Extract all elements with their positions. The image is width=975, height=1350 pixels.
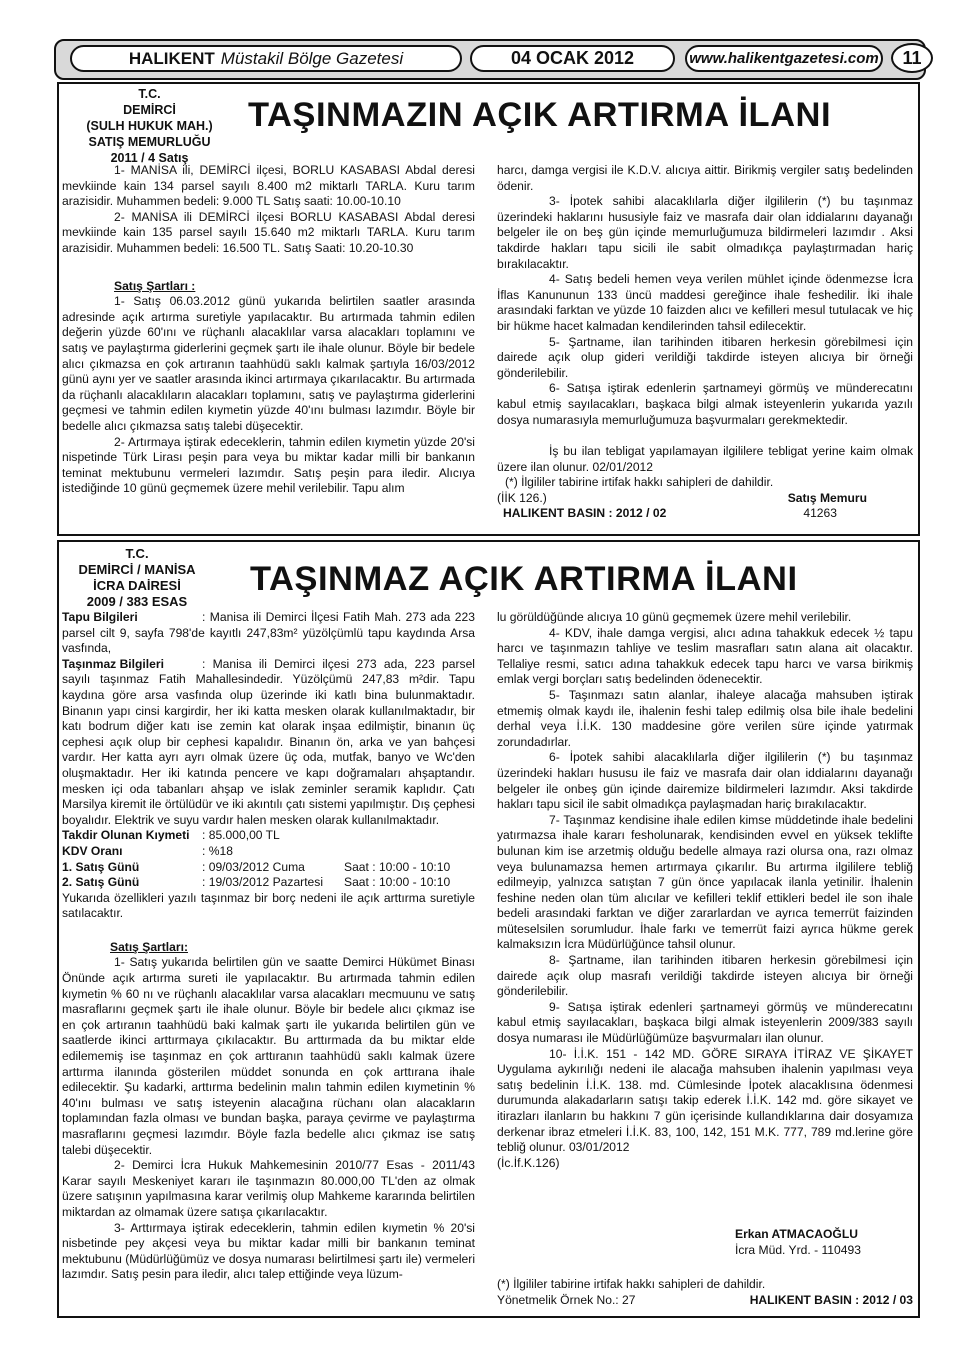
notice-1-title: TAŞINMAZIN AÇIK ARTIRMA İLANI bbox=[248, 96, 832, 134]
footnote: (*) İlgililer tabirine irtifak hakkı sahipleri de dahildir. bbox=[505, 475, 774, 490]
sale-day-2-label: 2. Satış Günü bbox=[62, 875, 140, 890]
paper-name bbox=[70, 45, 462, 72]
notice-2-right-column bbox=[497, 610, 913, 1171]
condition-2-continued: harcı, damga vergisi ile K.D.V. alıcıya aittir. Birikmiş vergiler satış bedelinden ödenir. bbox=[497, 163, 913, 193]
website-link[interactable]: www.halikentgazetesi.com bbox=[685, 45, 883, 72]
condition-6: 6- İpotek sahibi alacaklılarla diğer ilgililerin (*) bu taşınmaz üzerindeki hakları hususu ile faiz ve masrafa dair olan iddialarını dayanağı belgeler ile onbeş gün içinde dairemize bildirmeleri lazımdır. Aksi takdirde hakları tapu sicil ile sabit olmadıkça paylaşmadan hariç bırakılacaktır. bbox=[497, 750, 913, 812]
tasinmaz-value: : Manisa ili Demirci ilçesi 273 ada, 223 parsel sayılı taşınmaz Fatih Mahallesindedir. Yüzölçümü 247,83 m²dir. Tapu kaydına göre arsa vasfında olup üzerinde iki katlı bina bulunmaktadır. Binanın yapı cinsi kargirdir, her iki katta mesken olarak kullanılmaktadır, bir katı bodrum diğer katı ise zemin kat olarak inşaa edilmiştir, binanın üç cephesi açık olup bir cephesi kapalıdır. Binanın ön, arka ve yan bahçesi vardır. Her katta ayrı ayrı olmak üzere üç oda, mutfak, banyo ve Wc'den oluşmaktadır. Her iki katında pencere ve kapı doğramaları ahşaptandır. mesken içi oda tabanları ahşap ve islak zeminler seramik kaplıdır. Çatı Marsilya kiremit ile örtülüdür ve iki akıntılı çatı sistemi yapılmıştır. Dış çephesi boyalıdır. Elektrik ve suyu vardır halen mesken olarak kullanılmaktadır. bbox=[62, 656, 475, 827]
notification-text: İş bu ilan tebligat yapılamayan ilgililere tebligat yerine kaim olmak üzere ilan olunur. 02/01/2012 bbox=[497, 444, 913, 474]
takdir-value: : 85.000,00 TL bbox=[202, 828, 280, 843]
iik-reference: (İİK 126.) bbox=[497, 490, 547, 505]
notice-2-signature bbox=[735, 1227, 915, 1258]
sale-day-1-value: : 09/03/2012 Cuma bbox=[202, 859, 305, 874]
condition-6: 6- Satışa iştirak edenlerin şartnameyi görmüş ve münderecatını kabul etmiş sayılacakları, başkaca bilgi almak isteyenlerin yukarıda yazılı dosya numarasıyla memurluğumuza başvurmaları gerekmektedir. bbox=[497, 381, 913, 427]
sale-day-1-time: Saat : 10:00 - 10:10 bbox=[344, 859, 451, 874]
notice-2-footer bbox=[497, 1277, 913, 1308]
notice-2-left-column bbox=[62, 610, 475, 1283]
condition-8: 8- Şartname, ilan tarihinden itibaren herkesin görebilmesi için dairede açık olup masrafı verildiği takdirde isteyen alıcıya bir örneği gönderilebilir. bbox=[497, 953, 913, 999]
org-line: 2011 / 4 Satış bbox=[110, 151, 189, 165]
condition-4: 4- Satış bedeli hemen veya verilen mühlet içinde ödenmezse İcra İflas Kanununun 133 üncü maddesi gereğince ihale feshedilir. İki ihale arasındaki farktan ve yüzde 10 faizden alıcı ve kefilleri mesul tutulacak ve hiç bir hükme hacet kalmadan kendilerinden tahsil edilecektir. bbox=[497, 272, 913, 333]
condition-3-continued: lu görüldüğünde alıcıya 10 günü geçmemek üzere mehil verilebilir. bbox=[497, 610, 852, 624]
org-line: T.C. bbox=[138, 87, 161, 101]
conditions-heading: Satış Şartları: bbox=[110, 939, 188, 954]
item-2: 2- MANİSA ili DEMİRCİ ilçesi BORLU KASABASI Abdal deresi mevkiinde kain 135 parsel sayılı 15.640 m2 miktarlı TARLA. Kuru tarım arazisidir. Muhammen bedeli: 16.500 TL. Satış Saati: 10.20-10.30 bbox=[62, 209, 475, 255]
signer-name: Erkan ATMACAOĞLU bbox=[735, 1227, 858, 1241]
notice-1-right-column bbox=[497, 163, 913, 522]
org-line: SATIŞ MEMURLUĞU bbox=[88, 135, 211, 149]
tasinmaz-label: Taşınmaz Bilgileri bbox=[62, 656, 164, 671]
condition-1: 1- Satış 06.03.2012 günü yukarıda belirtilen saatler arasında adresinde açık artırma suretiyle yapılacaktır. Bu artırmada tahmin edilen değerin yüzde 60'ını ve rüçhanlı alacaklılar varsa alacakları toplamını ve satış ve paylaştırma giderlerini geçmek şartı ile ihale olunur. Böyle bir bedele alıcı çıkmazsa en çok artıranın taahhüdü saklı kalmak şartıyla 16/03/2012 günü aynı yer ve saatler arasında ikinci artırmaya çıkarılacaktır. Bu artırmada da rüçhanlı alacaklıların alacakları toplamını, satış ve paylaştırma giderlerini geçmesi ve tahmin edilen kıymetin yüzde 40'ını bulması lazımdır. Böyle bir bedelle alıcı çıkmazsa satış talebi düşecektir. bbox=[62, 294, 475, 433]
notice-2-org-block bbox=[62, 546, 212, 610]
org-line: İCRA DAİRESİ bbox=[93, 578, 181, 593]
takdir-label: Takdir Olunan Kıymeti bbox=[62, 828, 190, 843]
condition-2: 2- Artırmaya iştirak edeceklerin, tahmin edilen kıymetin yüzde 20'si nispetinde Türk Lirası peşin para veya bu miktar kadar milli bir bankanın teminat mektubunu vermeleri lazımdır. Satış peşin para iledir. Alıcıya istediğinde 10 günü geçmemek üzere mehil verilebilir. Tapu alım bbox=[62, 434, 475, 496]
press-code: HALIKENT BASIN : 2012 / 02 bbox=[503, 506, 667, 521]
sale-day-1-label: 1. Satış Günü bbox=[62, 859, 140, 874]
footnote: (*) İlgililer tabirine irtifak hakkı sahipleri de dahildir. bbox=[497, 1277, 766, 1291]
org-line: DEMİRCİ bbox=[123, 103, 176, 117]
org-line: T.C. bbox=[125, 546, 149, 561]
condition-7: 7- Taşınmaz kendisine ihale edilen kimse müddetinde ihale bedelini yatırmazsa ihale kararı fesholunarak, kendisinden evvel en yüksek teklifte bulunan kim ise arzetmiş olduğu bedelle almaya razi olursa ona, razı olmaz veya bulunamazsa hemen artırmaya çıkarılır. Bu artırma ilgililere tebliğ edilmeyip, yalnızca satıştan 7 gün önce yapılacak ilanla yetinilir. İhalenin feshine neden olan tüm alıcılar ve kefilleri teklif ettikleri bedel ile son ihale bedeli arasındaki farktan ve diğer zararlardan ve ayrıca temerrüt faizinden müteselsilen sorumludur. İhale farkı ve temerrüt faizi ayrıca hükme gerek kalmaksızın İcra Müdürlüğünce tahsil olunur. bbox=[497, 812, 913, 952]
notice-1-org-block bbox=[62, 86, 237, 166]
newspaper-header bbox=[54, 39, 926, 80]
paper-name-bold: HALIKENT bbox=[128, 48, 215, 68]
condition-2: 2- Demirci İcra Hukuk Mahkemesinin 2010/77 Esas - 2011/43 Karar sayılı Meskeniyet kararı ile taşınmazın 80.000,00 TL'den az olmak üzere satışının yapılmasına karar verilmiş olup Mahkeme kararında belirtilen miktardan az olmamak üzere satışa çıkarılacaktır. bbox=[62, 1158, 475, 1219]
condition-10-reference: (İc.İf.K.126) bbox=[497, 1155, 560, 1170]
condition-5: 5- Taşınmazı satın alanlar, ihaleye alacağa mahsuben iştirak etmemiş olmak kaydı ile, ihalenin feshi talep edilmiş olsa bile ihale bedelini derhal veya İ.İ.K. 130 maddesine göre verilen süre içinde yatırmak zorundadırlar. bbox=[497, 687, 913, 749]
issue-date: 04 OCAK 2012 bbox=[470, 45, 675, 72]
condition-3: 3- İpotek sahibi alacaklılarla diğer ilgililerin (*) bu taşınmaz üzerindeki haklarını hususiyle faiz ve masrafa dair olan iddialarını dayanağı belgeler ile on beş gün içinde memurluğumuza bildirmeleri lazımdır . Aksi takdirde hakları tapu sicili ile sabit olmadıkça paylaştırmadan hariç bırakılacaktır. bbox=[497, 194, 913, 271]
tapu-value: : Manisa ili Demirci İlçesi Fatih Mah. 273 ada 223 parsel cilt 9, sayfa 798'de kayıtlı 247,83m² yüzölçümlü tapu kaydında Arsa vasfında, bbox=[62, 610, 475, 656]
condition-4: 4- KDV, ihale damga vergisi, alıcı adına tahakkuk edecek ½ tapu harcı ve taşınmazın tahliye ve teslim masrafları satın alana ait olacaktır. Tellaliye resmi, satıcı adına tahakkuk edecek tapu harcı ve varsa birikmiş emlak vergi borçları satış bedelinden ödenecektir. bbox=[497, 625, 913, 687]
sale-day-2-value: : 19/03/2012 Pazartesi bbox=[202, 875, 324, 890]
item-1: 1- MANİSA ili, DEMİRCİ ilçesi, BORLU KASABASI Abdal deresi mevkiinde kain 134 parsel sayılı 8.400 m2 miktarlı TARLA. Kuru tarım arazisidir. Muhammen bedeli: 9.000 TL Satış saati: 10.00-10.10 bbox=[62, 163, 475, 209]
tapu-label: Tapu Bilgileri bbox=[62, 610, 138, 624]
condition-1: 1- Satış yukarıda belirtilen gün ve saatte Demirci Hükümet Binası Önünde açık artırma sureti ile yapılacaktır. Bu artırmada tahmin edilen kıymetin % 60 nı ve rüçhanlı alacaklılar varsa alacakları mecmuunu ve satış masraflarını geçmek şartı ile ihale olunur. Böyle bir bedele alıcı çıkmaz ise en çok artıranın taahhüdü baki kalmak şartı ile yukarıda belirtilen gün ve saatlerde ikinci arttırmaya çıkılacaktır. Bu arttırmada da bu miktar elde edilememiş ise taşınmaz en çok arttıranın taahhüdü saklı kalmak üzere arttırma ilanında gösterilen müddet sonunda en çok arttırana ihale edilecektir. Şu kadarki, arttırma bedelinin malın tahmin edilen kıymetinin % 40'ını bulması ve satış isteyenin alacağına rüchanı olan alacakların toplamından fazla olması ve bundan başka, paraya çevirme ve paylaştırma masraflarını geçmesi lazımdır. Böyle fazla bedelle alıcı çıkmaz ise satış talebi düşecektir. bbox=[62, 955, 475, 1157]
org-line: DEMİRCİ / MANİSA bbox=[78, 562, 196, 577]
notice-number: 41263 bbox=[803, 506, 837, 521]
condition-10: 10- İ.İ.K. 151 - 142 MD. GÖRE SIRAYA İTİRAZ VE ŞİKAYET Uygulama aykırılığı nedeni ile alacağa mahsuben ihalenin yapılması veya satış bedelinin İ.İ.K. 138. md. Cümlesinde İpotek alacaklısına ödenmesi durumunda alakadarların satışı takip ederek İ.İ.K. 142 md. göre sikayet ve itirazları ilanların bu hakkını 7 gün içerisinde kullandıklarına dair dosyamıza derkenar ibraz etmeleri İ.İ.K. 83, 100, 142, 151 M.K. 777, 789 md.lerine göre tebliğ olunur. 03/01/2012 bbox=[497, 1046, 913, 1155]
sale-summary: Yukarıda özellikleri yazılı taşınmaz bir borç nedeni ile açık arttırma suretiyle satılacaktır. bbox=[62, 890, 475, 921]
press-code: HALIKENT BASIN : 2012 / 03 bbox=[749, 1292, 913, 1307]
org-line: (SULH HUKUK MAH.) bbox=[86, 119, 213, 133]
kdv-value: : %18 bbox=[202, 843, 233, 858]
form-number: Yönetmelik Örnek No.: 27 bbox=[497, 1292, 636, 1307]
kdv-label: KDV Oranı bbox=[62, 843, 123, 858]
signature-title: Satış Memuru bbox=[787, 490, 867, 505]
sale-day-2-time: Saat : 10:00 - 10:10 bbox=[344, 875, 451, 890]
paper-name-rest: Müstakil Bölge Gazetesi bbox=[220, 48, 404, 68]
notice-2-title: TAŞINMAZ AÇIK ARTIRMA İLANI bbox=[250, 560, 798, 598]
condition-5: 5- Şartname, ilan tarihinden itibaren herkesin görebilmesi için dairede açık olup gideri verildiği takdirde isteyen alıcıya bir örneği gönderilebilir. bbox=[497, 334, 913, 380]
signer-title: İcra Müd. Yrd. - 110493 bbox=[735, 1242, 861, 1257]
page-number: 11 bbox=[891, 43, 933, 73]
notice-1-left-column bbox=[62, 163, 475, 497]
condition-9: 9- Satışa iştirak edenleri şartnameyi görmüş ve münderecatını kabul etmiş sayılacakları, başkaca bilgi almak isteyenlerin 2009/383 sayılı dosya numarası ile Müdürlüğümüze başvurmaları ilan olunur. bbox=[497, 999, 913, 1046]
org-line: 2009 / 383 ESAS bbox=[86, 594, 188, 609]
condition-3: 3- Arttırmaya iştirak edeceklerin, tahmin edilen kıymetin % 20'si nisbetinde pey akçesi veya bu miktar kadar milli bir bankanın teminat mektubunu (Müdürlüğümüz ve dosya numarası belirtilmesi şartı ile) vermeleri lazımdır. Satış pesin para iledir, alıcı talep ettiğinde veya lüzum- bbox=[62, 1220, 475, 1282]
conditions-heading: Satış Şartları : bbox=[114, 278, 196, 293]
